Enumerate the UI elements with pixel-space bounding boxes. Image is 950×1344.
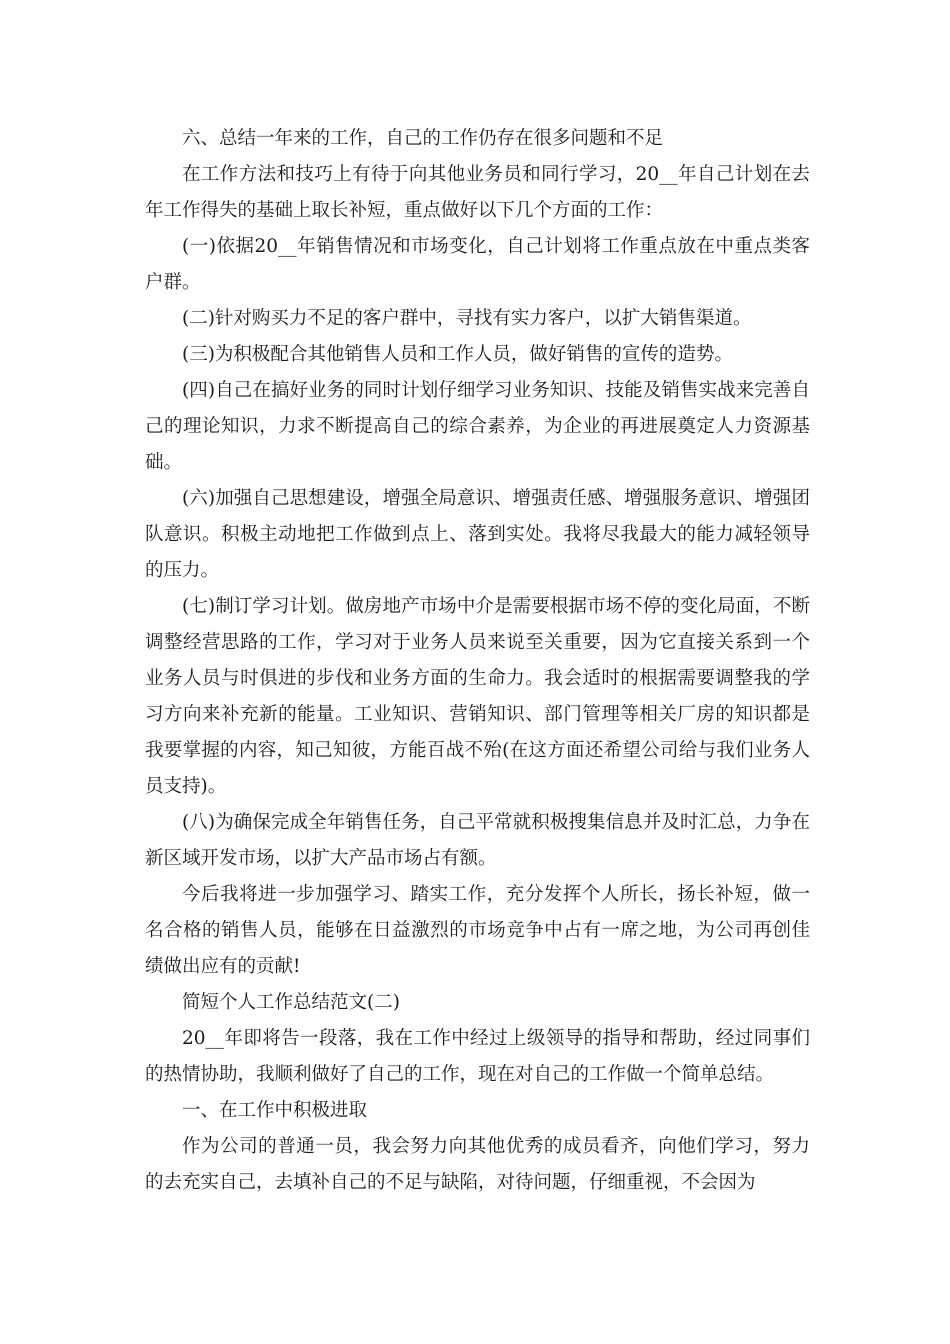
document-body <box>145 121 810 1201</box>
plan-item-six: (六)加强自己思想建设，增强全局意识、增强责任感、增强服务意识、增强团队意识。积极主动地把工作做到点上、落到实处。我将尽我最大的能力减轻领导的压力。 <box>145 488 810 581</box>
plan-item-two: (二)针对购买力不足的客户群中，寻找有实力客户，以扩大销售渠道。 <box>182 308 752 329</box>
plan-item-three: (三)为积极配合其他销售人员和工作人员，做好销售的宣传的造势。 <box>182 344 733 365</box>
body-paragraph-last: 作为公司的普通一员，我会努力向其他优秀的成员看齐，向他们学习，努力的去充实自己，去填补自己的不足与缺陷，对待问题，仔细重视，不会因为 <box>145 1136 810 1193</box>
plan-item-seven: (七)制订学习计划。做房地产市场中介是需要根据市场不停的变化局面，不断调整经营思路的工作，学习对于业务人员来说至关重要，因为它直接关系到一个业务人员与时俱进的步伐和业务方面的生命力。我会适时的根据需要调整我的学习方向来补充新的能量。工业知识、营销知识、部门管理等相关厂房的知识都是我要掌握的内容，知己知彼，方能百战不殆(在这方面还希望公司给与我们业务人员支持)。 <box>145 596 810 797</box>
closing-paragraph: 今后我将进一步加强学习、踏实工作，充分发挥个人所长，扬长补短，做一名合格的销售人员，能够在日益激烈的市场竞争中占有一席之地，为公司再创佳绩做出应有的贡献! <box>145 884 810 977</box>
plan-item-one: (一)依据20__年销售情况和市场变化，自己计划将工作重点放在中重点类客户群。 <box>145 236 810 293</box>
section-title-example-two: 简短个人工作总结范文(二) <box>182 992 400 1013</box>
section-heading-six: 六、总结一年来的工作，自己的工作仍存在很多问题和不足 <box>182 128 664 149</box>
intro-paragraph: 20__年即将告一段落，我在工作中经过上级领导的指导和帮助，经过同事们的热情协助，我顺利做好了自己的工作，现在对自己的工作做一个简单总结。 <box>145 1028 810 1085</box>
body-paragraph: 在工作方法和技巧上有待于向其他业务员和同行学习，20__年自己计划在去年工作得失的基础上取长补短，重点做好以下几个方面的工作： <box>145 164 810 221</box>
section-heading-one: 一、在工作中积极进取 <box>182 1100 368 1121</box>
plan-item-eight: (八)为确保完成全年销售任务，自己平常就积极搜集信息并及时汇总，力争在新区域开发市场，以扩大产品市场占有额。 <box>145 812 810 869</box>
plan-item-four: (四)自己在搞好业务的同时计划仔细学习业务知识、技能及销售实战来完善自己的理论知识，力求不断提高自己的综合素养，为企业的再进展奠定人力资源基础。 <box>145 380 810 473</box>
